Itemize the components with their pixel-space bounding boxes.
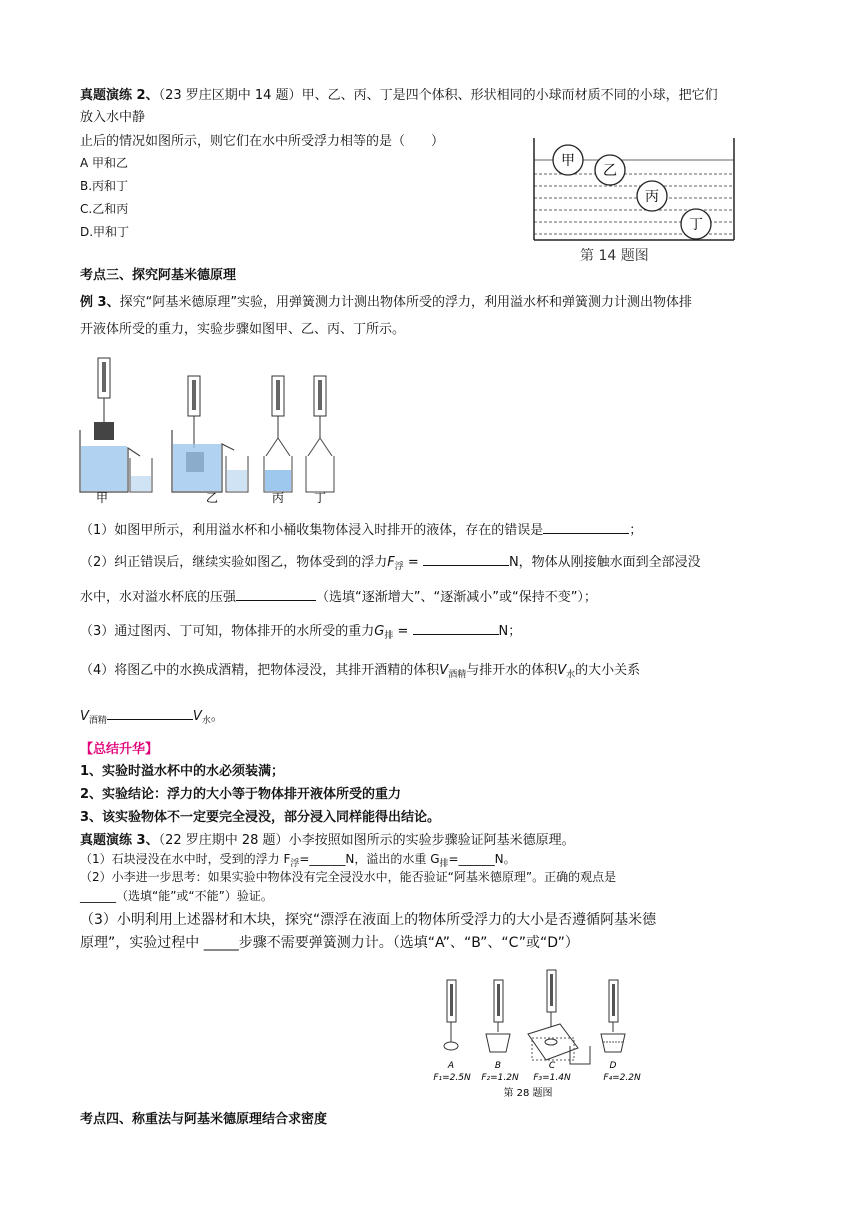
answer-blank-volume-compare[interactable] [107,707,193,720]
topic-3-heading: 考点三、探究阿基米德原理 [80,268,237,283]
example3-q4: （4）将图乙中的水换成酒精，把物体浸没，其排开酒精的体积$V_{酒精}$与排开水的体积$V_水$的大小关系 [80,663,641,680]
ball-jia-label: 甲 [561,153,575,169]
figure-14-caption: 第 14 题图 [580,248,649,264]
example3-q4-answer: $V_{酒精}$ $V_水$。 [80,709,224,726]
example3-q1: （1）如图甲所示，利用溢水杯和小桶收集物体浸入时排开的液体，存在的错误是 ； [80,523,643,538]
label-c: C [548,1061,556,1071]
example3-q2-cont: 水中，水对溢水杯底的压强 （选填“逐渐增大”、“逐渐减小”或“保持不变”）； [80,590,597,605]
scale-a [444,980,458,1050]
ball-jia [553,145,583,175]
force-f2: F₂=1.2N [481,1073,519,1083]
ball-yi [595,155,625,185]
force-f1: F₁=2.5N [433,1073,471,1083]
answer-blank-pressure[interactable] [236,588,316,601]
q2-stem2: 放入水中静 [80,110,146,125]
spring-scale-jia [94,358,114,440]
label-bing: 丙 [271,491,285,504]
figure-28-steps [420,968,660,1098]
q2-option-b: B.丙和丁 [80,179,129,193]
example3-line2: 开液体所受的重力，实验步骤如图甲、乙、丙、丁所示。 [80,322,406,337]
scale-c [528,970,590,1064]
figure-28-caption: 第 28 题图 [503,1088,553,1098]
answer-blank-q1[interactable] [543,521,629,534]
answer-blank-gravity[interactable] [413,622,499,635]
ball-bing-label: 丙 [645,189,659,205]
summary-item-1: 1、实验时溢水杯中的水必须装满； [80,764,285,779]
figure-archimedes-steps [76,352,346,504]
q3-line1: 真题演练 3、（22 罗庄期中 28 题）小李按照如图所示的实验步骤验证阿基米德原理。 [80,833,575,848]
q2-line1 [80,84,718,103]
summary-item-3: 3、该实验物体不一定要完全浸没，部分浸入同样能得出结论。 [80,810,441,825]
ball-bing [637,181,667,211]
q2-head: 真题演练 2、 [80,88,159,103]
label-b: B [494,1061,502,1071]
ball-ding-label: 丁 [689,217,703,233]
q3-part1: （1）石块浸没在水中时，受到的浮力 $F_浮=\_\_\_\_\_\_N$，溢出的水重 $G_排=\_\_\_\_\_\_N$。 [80,852,516,869]
q2-source: （23 罗庄区期中 14 题） [158,88,302,103]
scale-d [601,980,625,1052]
example3-q2: （2）纠正错误后，继续实验如图乙，物体受到的浮力$F_浮 = N$，物体从刚接触水面到全部浸没 [80,555,701,572]
scale-b [486,980,510,1052]
summary-title: 【总结升华】 [80,742,159,757]
q2-stem1: 甲、乙、丙、丁是四个体积、形状相同的小球而材质不同的小球，把它们 [301,88,718,103]
q2-option-d: D.甲和丁 [80,225,130,239]
q2-option-a: A 甲和乙 [80,156,129,170]
label-a: A [447,1061,455,1071]
example3-line1 [80,291,692,310]
q3-part2a: （2）小李进一步思考：如果实验中物体没有完全浸没水中，能否验证“阿基米德原理”。正确的观点是 [80,870,617,884]
label-d: D [609,1061,617,1071]
overflow-cup-jia [80,430,152,492]
figure-14-balls-in-water [528,130,748,270]
q3-part3a: （3）小明利用上述器材和木块，探究“漂浮在液面上的物体所受浮力的大小是否遵循阿基米德 [80,912,657,928]
topic-4-heading: 考点四、称重法与阿基米德原理结合求密度 [80,1112,328,1127]
spring-scale-bing [264,376,292,492]
label-jia: 甲 [95,491,109,504]
example3-q3: （3）通过图丙、丁可知，物体排开的水所受的重力$G_排 = N$； [80,624,522,641]
force-f3: F₃=1.4N [533,1073,571,1083]
overflow-cup-yi [172,430,248,492]
q3-part3b: 原理”，实验过程中 _____步骤不需要弹簧测力计。（选填“A”、“B”、“C”或“D”） [80,935,579,951]
q3-head: 真题演练 3、 [80,833,159,848]
spring-scale-ding [306,376,334,492]
ball-yi-label: 乙 [603,163,617,179]
force-f4: F₄=2.2N [603,1073,641,1083]
example3-head: 例 3、 [80,295,120,310]
q2-stem3: 止后的情况如图所示，则它们在水中所受浮力相等的是（ ） [80,134,445,149]
example3-text1: 探究“阿基米德原理”实验，用弹簧测力计测出物体所受的浮力，利用溢水杯和弹簧测力计测出物体排 [119,295,693,310]
answer-blank-buoyancy[interactable] [423,553,509,566]
summary-item-2: 2、实验结论：浮力的大小等于物体排开液体所受的重力 [80,787,402,802]
q3-part2b: ______（选填“能”或“不能”）验证。 [80,889,273,903]
label-ding: 丁 [313,491,327,504]
label-yi: 乙 [205,491,219,504]
q2-option-c: C.乙和丙 [80,202,129,216]
ball-ding [681,209,711,239]
